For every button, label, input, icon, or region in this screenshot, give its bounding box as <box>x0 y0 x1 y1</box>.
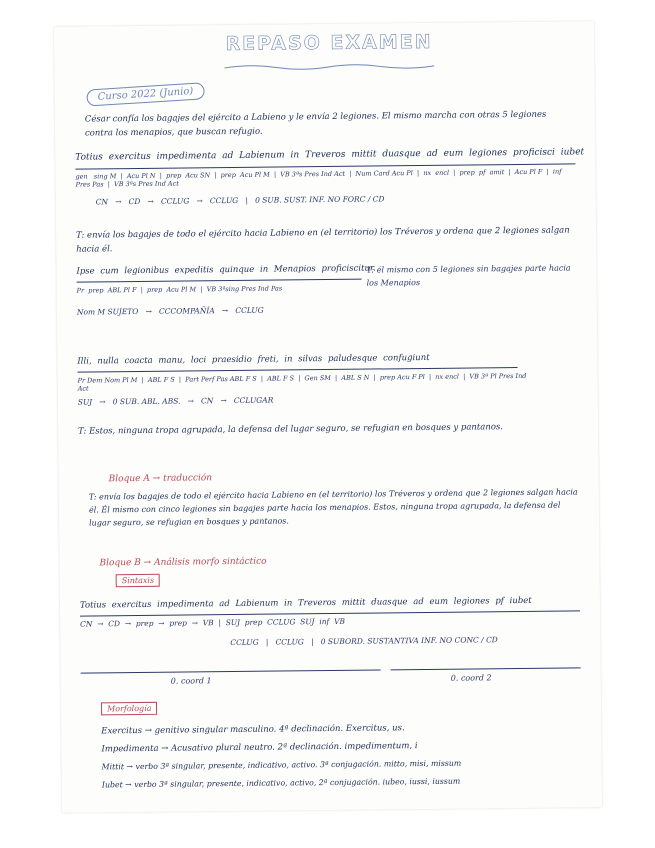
page-title: REPASO EXAMEN <box>225 30 433 56</box>
morph-line-2: Impedimenta → Acusativo plural neutro. 2ª declinación. impedimentum, i <box>101 741 418 755</box>
coord-line-2 <box>391 667 581 670</box>
analysis-sentence-3: Pr Dem Nom Pl M | ABL F S | Part Perf Pas ABL F S | ABL F S | Gen SM | ABL S N | prep Acu F Pl | nx encl | VB 3ª Pl Pres Ind Act <box>77 371 529 393</box>
coord-label-2: 0. coord 2 <box>450 673 492 683</box>
coord-line-1 <box>81 669 381 673</box>
functions-sentence-1: CN → CD → CCLUG → CCLUG | 0 SUB. SUST. INF. NO FORC / CD <box>95 194 385 207</box>
analysis-sentence-2: Pr prep ABL Pl F | prep Acu Pl M | VB 3ªsing Pres Ind Pas <box>76 284 283 295</box>
morph-line-3: Mittit → verbo 3ª singular, presente, indicativo, activo. 3ª conjugación. mitto, misi, missum <box>101 758 462 772</box>
functions-sentence-2: Nom M SUJETO → CCCOMPAÑÍA → CCLUG <box>76 305 264 317</box>
translation-2: T: él mismo con 5 legiones sin bagajes parte hacia los Menapios <box>366 263 574 288</box>
analysis-sentence-1: gen sing M | Acu Pl N | prep Acu SN | prep Acu Pl M | VB 3ªs Pres Ind Act | Num Card Acu Pl | nx encl | prep pf amit | Acu Pl F | inf Pres Pas | VB 3ªs Pres Ind Act <box>75 167 566 189</box>
title-wave-underline <box>224 62 434 72</box>
underline-2 <box>77 279 362 283</box>
section-b-label: Bloque B → Análisis morfo sintáctico <box>99 556 267 569</box>
morph-line-1: Exercitus → genitivo singular masculino. 4ª declinación. Exercitus, us. <box>101 723 405 737</box>
subordination-sentence-4: CCLUG | CCLUG | 0 SUBORD. SUSTANTIVA INF. NO CONC / CD <box>230 635 498 648</box>
coord-label-1: 0. coord 1 <box>170 676 212 686</box>
question-text: César confía los bagajes del ejército a Labieno y le envía 2 legiones. El mismo marcha con otras 5 legiones contra los menapios, que buscan refugio. <box>84 109 550 139</box>
latin-sentence-3: Illi, nulla coacta manu, loci praesidio freti, in silvas paludesque confugiunt <box>77 352 430 367</box>
morph-line-4: Iubet → verbo 3ª singular, presente, indicativo, activo, 2ª conjugación. iubeo, iussi, iussum <box>101 776 461 790</box>
syntax-box: Sintaxis <box>116 574 160 587</box>
latin-sentence-1: Totius exercitus impedimenta ad Labienum in Treveros mittit duasque ad eum legiones proficisci iubet <box>75 147 585 163</box>
functions-sentence-3: SUJ → 0 SUB. ABL. ABS. → CN → CCLUGAR <box>77 395 274 407</box>
functions-sentence-4: CN → CD → prep → prep → VB | SUJ prep CCLUG SUJ inf VB <box>80 616 346 629</box>
translation-3: T: Estos, ninguna tropa agrupada, la defensa del lugar seguro, se refugian en bosques y pantanos. <box>78 422 504 437</box>
section-a-translation: T: envía los bagajes de todo el ejército hacia Labieno en (el territorio) los Tréveros y ordena que 2 legiones salgan hacia él. Él mismo con cinco legiones sin bagajes parte hacia los menapios. Estos, ninguna tropa agrupada, la defensa del lugar seguro, se refugian en bosques y pantanos. <box>88 487 581 528</box>
translation-1: T: envía los bagajes de todo el ejército hacia Labieno en (el territorio) los Tréveros y ordena que 2 legiones salgan hacia él. <box>76 225 573 255</box>
exam-label: Curso 2022 (Junio) <box>86 82 205 106</box>
morphology-box: Morfología <box>101 702 158 716</box>
notebook-page <box>54 21 602 813</box>
latin-sentence-2: Ipse cum legionibus expeditis quinque in Menapios proficiscitur. <box>76 263 376 277</box>
latin-sentence-4: Totius exercitus impedimenta ad Labienum in Treveros mittit duasque ad eum legiones pf iubet <box>79 595 532 611</box>
section-a-label: Bloque A → traducción <box>108 473 213 485</box>
